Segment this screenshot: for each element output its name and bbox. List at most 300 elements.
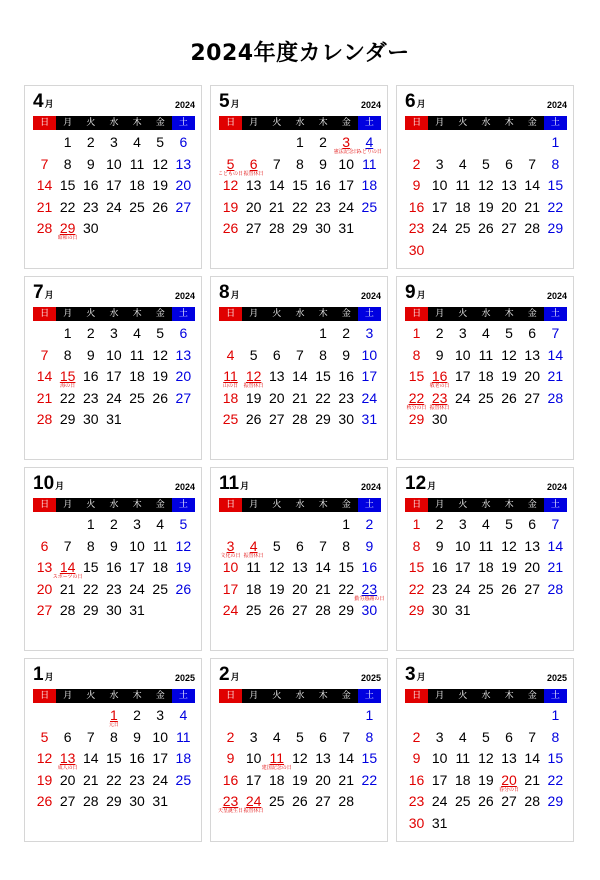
day-number: 31	[338, 220, 354, 237]
day-number: 26	[175, 580, 192, 597]
day-cell	[219, 772, 242, 793]
holiday-cell	[358, 134, 381, 155]
day-number: 12	[292, 750, 308, 767]
day-number: 19	[222, 198, 239, 215]
day-cell	[172, 516, 195, 537]
weekday-label: 土	[544, 307, 567, 321]
holiday-name: 勤労感謝の日	[354, 595, 385, 602]
day-cell	[288, 390, 311, 411]
day-cell	[428, 347, 451, 368]
weekday-label: 土	[358, 498, 381, 512]
day-number: 4	[226, 346, 235, 363]
day-cell	[474, 793, 497, 814]
day-cell	[451, 750, 474, 771]
day-number: 11	[176, 728, 191, 745]
day-number: 16	[106, 559, 122, 576]
day-number: 23	[361, 580, 378, 597]
day-number: 11	[478, 346, 494, 363]
day-cell	[335, 538, 358, 559]
day-cell	[544, 581, 567, 602]
day-cell	[405, 815, 428, 836]
weekday-label: 火	[265, 689, 288, 703]
day-number: 21	[547, 559, 564, 576]
day-number: 16	[431, 559, 448, 576]
day-number: 18	[478, 368, 494, 385]
day-cell	[79, 199, 102, 220]
day-number: 22	[292, 198, 308, 215]
day-number: 8	[63, 155, 72, 172]
day-number: 25	[245, 602, 262, 619]
day-number: 18	[152, 559, 168, 576]
day-number: 7	[40, 155, 49, 172]
month-number	[219, 91, 240, 113]
month-card	[24, 658, 202, 842]
day-number: 16	[82, 177, 99, 194]
weekday-header	[33, 116, 195, 130]
weekday-header	[33, 498, 195, 512]
day-number: 10	[361, 346, 378, 363]
day-number: 12	[222, 177, 239, 194]
day-number: 30	[315, 220, 331, 237]
weekday-label: 金	[521, 498, 544, 512]
day-number: 14	[268, 177, 285, 194]
day-number: 21	[268, 198, 285, 215]
day-number: 22	[408, 389, 425, 406]
day-cell	[172, 368, 195, 389]
day-number: 24	[454, 580, 471, 597]
day-number: 13	[292, 559, 308, 576]
day-cell	[219, 602, 242, 623]
day-number: 30	[106, 602, 122, 619]
day-cell	[149, 325, 172, 346]
day-number: 26	[152, 389, 168, 406]
day-cell	[79, 516, 102, 537]
holiday-cell	[219, 793, 242, 814]
day-number: 30	[431, 411, 448, 428]
day-number: 13	[501, 177, 517, 194]
day-number: 8	[412, 346, 421, 363]
day-cell	[521, 559, 544, 580]
weekday-label: 木	[312, 307, 335, 321]
day-number: 21	[36, 389, 53, 406]
day-number: 1	[412, 325, 421, 341]
day-cell	[405, 411, 428, 432]
day-cell	[102, 199, 125, 220]
day-number: 22	[106, 771, 122, 788]
weekday-label: 火	[265, 307, 288, 321]
day-cell	[102, 559, 125, 580]
day-cell	[265, 793, 288, 814]
day-cell	[56, 411, 79, 432]
weekday-label: 日	[219, 116, 242, 130]
day-number: 27	[292, 602, 308, 619]
day-cell	[498, 538, 521, 559]
day-number: 20	[268, 389, 285, 406]
day-number: 29	[82, 602, 99, 619]
day-cell	[172, 581, 195, 602]
day-cell	[265, 581, 288, 602]
day-number: 7	[551, 325, 560, 341]
day-cell	[451, 602, 474, 623]
day-number: 6	[272, 346, 281, 363]
day-cell	[172, 538, 195, 559]
day-cell	[56, 581, 79, 602]
day-number: 26	[478, 220, 494, 237]
month-card	[210, 467, 388, 651]
weekday-label: 火	[451, 498, 474, 512]
day-number: 2	[412, 155, 421, 172]
month-year: 2024	[174, 482, 195, 492]
holiday-cell	[219, 156, 242, 177]
holiday-name: 海の日	[60, 383, 76, 390]
day-cell	[149, 707, 172, 728]
day-cell	[172, 199, 195, 220]
weekday-label: 水	[102, 498, 125, 512]
day-number: 9	[435, 346, 444, 363]
day-number: 13	[268, 368, 285, 385]
day-number: 25	[454, 793, 471, 810]
day-number: 21	[315, 580, 331, 597]
day-number: 27	[524, 580, 540, 597]
day-cell	[544, 750, 567, 771]
day-cell	[288, 177, 311, 198]
holiday-cell	[428, 368, 451, 389]
day-cell	[33, 602, 56, 623]
day-number: 15	[59, 177, 76, 194]
day-cell	[149, 559, 172, 580]
holiday-cell	[102, 707, 125, 728]
day-cell	[544, 368, 567, 389]
day-number: 3	[435, 155, 444, 172]
day-number: 12	[152, 346, 168, 363]
day-cell	[265, 347, 288, 368]
day-cell	[498, 199, 521, 220]
day-cell	[33, 220, 56, 241]
day-number: 5	[249, 346, 258, 363]
day-number: 8	[110, 728, 118, 745]
month-header	[33, 475, 195, 497]
day-cell	[474, 516, 497, 537]
day-number: 19	[501, 559, 517, 576]
day-number: 25	[361, 198, 378, 215]
day-cell	[521, 772, 544, 793]
day-cell	[335, 220, 358, 241]
day-number: 26	[501, 580, 517, 597]
day-number: 18	[129, 177, 145, 194]
day-number: 30	[129, 793, 145, 810]
day-cell	[149, 729, 172, 750]
day-cell	[405, 156, 428, 177]
day-number: 29	[408, 411, 425, 428]
day-number: 5	[156, 134, 165, 150]
month-number	[33, 91, 54, 113]
day-cell	[149, 772, 172, 793]
day-number: 21	[59, 580, 76, 597]
day-number: 14	[524, 177, 540, 194]
day-cell	[428, 793, 451, 814]
day-cell	[242, 347, 265, 368]
holiday-cell	[56, 220, 79, 241]
day-number: 18	[478, 559, 494, 576]
day-number: 25	[454, 220, 471, 237]
day-number: 3	[458, 325, 467, 341]
day-cell	[544, 729, 567, 750]
weekday-label: 月	[242, 307, 265, 321]
day-cell	[474, 368, 497, 389]
day-cell	[335, 729, 358, 750]
day-cell	[219, 199, 242, 220]
day-number: 7	[272, 155, 281, 172]
month-header	[405, 666, 567, 688]
day-cell	[451, 199, 474, 220]
day-number: 5	[226, 155, 235, 172]
day-cell	[149, 156, 172, 177]
day-cell	[102, 347, 125, 368]
day-number: 22	[82, 580, 99, 597]
day-number: 28	[36, 220, 53, 237]
month-suffix: 月	[240, 481, 250, 491]
day-cell	[405, 538, 428, 559]
day-cell	[242, 559, 265, 580]
day-number: 20	[501, 198, 517, 215]
day-cell	[79, 368, 102, 389]
day-cell	[405, 220, 428, 241]
day-number: 16	[129, 750, 145, 767]
day-cell	[265, 156, 288, 177]
day-cell	[33, 177, 56, 198]
day-number: 1	[296, 134, 304, 150]
weekday-label: 月	[428, 689, 451, 703]
day-number: 6	[296, 537, 304, 554]
holiday-name: スポーツの日	[52, 574, 83, 581]
day-number: 6	[63, 728, 72, 745]
month-header	[33, 284, 195, 306]
day-number: 30	[431, 602, 448, 619]
holiday-cell	[242, 538, 265, 559]
day-cell	[79, 750, 102, 771]
day-cell	[33, 390, 56, 411]
weekday-label: 月	[242, 498, 265, 512]
day-number: 29	[408, 602, 425, 619]
day-cell	[219, 750, 242, 771]
day-cell	[172, 177, 195, 198]
day-number: 27	[175, 198, 192, 215]
holiday-cell	[261, 750, 292, 772]
day-cell	[498, 325, 521, 346]
day-cell	[335, 516, 358, 537]
month-card	[24, 276, 202, 460]
day-cell	[79, 793, 102, 814]
holiday-name: こどもの日	[217, 170, 244, 177]
month-card	[396, 85, 574, 269]
month-suffix: 月	[44, 290, 54, 300]
day-cell	[126, 516, 149, 537]
day-cell	[544, 347, 567, 368]
day-number: 4	[365, 134, 374, 150]
day-cell	[312, 199, 335, 220]
holiday-cell	[354, 580, 385, 602]
day-number: 14	[315, 559, 331, 576]
day-cell	[126, 750, 149, 771]
day-number: 18	[454, 771, 471, 788]
day-cell	[33, 772, 56, 793]
day-cell	[428, 220, 451, 241]
day-number: 11	[246, 559, 261, 576]
holiday-cell	[219, 368, 242, 389]
day-cell	[358, 411, 381, 432]
day-number: 28	[292, 411, 308, 428]
weekday-header	[219, 689, 381, 703]
day-number: 2	[86, 134, 95, 150]
month-number	[405, 91, 426, 113]
day-cell	[219, 559, 242, 580]
day-cell	[265, 772, 288, 793]
month-card	[210, 85, 388, 269]
month-suffix: 月	[416, 672, 426, 682]
day-cell	[149, 390, 172, 411]
day-number: 15	[547, 177, 564, 194]
day-cell	[126, 156, 149, 177]
day-number: 14	[524, 750, 540, 767]
day-number: 4	[133, 134, 141, 150]
day-cell	[544, 559, 567, 580]
day-number: 6	[40, 537, 49, 554]
month-number-value: 11	[219, 473, 240, 494]
day-number: 13	[36, 559, 53, 576]
day-cell	[312, 793, 335, 814]
day-number: 31	[361, 411, 378, 428]
day-cell	[242, 220, 265, 241]
day-cell	[544, 390, 567, 411]
day-number: 23	[129, 771, 145, 788]
month-suffix: 月	[230, 672, 240, 682]
day-cell	[358, 750, 381, 771]
day-number: 7	[342, 728, 351, 745]
day-number: 12	[36, 750, 53, 767]
month-year: 2025	[546, 673, 567, 683]
day-cell	[335, 368, 358, 389]
day-number: 8	[365, 728, 374, 745]
month-suffix: 月	[44, 99, 54, 109]
month-number-value: 4	[33, 91, 44, 112]
day-cell	[242, 199, 265, 220]
day-number: 9	[365, 537, 374, 554]
day-number: 22	[408, 580, 425, 597]
holiday-name: 敬老の日	[429, 383, 450, 390]
day-cell	[498, 156, 521, 177]
day-number: 20	[524, 559, 540, 576]
day-cell	[288, 368, 311, 389]
day-number: 3	[226, 537, 235, 554]
day-cell	[219, 729, 242, 750]
day-cell	[451, 516, 474, 537]
day-number: 31	[454, 602, 471, 619]
day-cell	[312, 220, 335, 241]
day-cell	[172, 750, 195, 771]
weekday-label: 火	[451, 689, 474, 703]
page-title: 2024年度カレンダー	[190, 41, 410, 66]
day-cell	[498, 390, 521, 411]
day-cell	[79, 347, 102, 368]
day-cell	[242, 581, 265, 602]
month-header	[219, 475, 381, 497]
day-number: 30	[408, 815, 425, 831]
day-number: 22	[547, 198, 564, 215]
day-cell	[451, 581, 474, 602]
day-number: 20	[292, 580, 308, 597]
day-number: 2	[435, 325, 444, 341]
day-number: 26	[501, 389, 517, 406]
month-number-value: 1	[33, 664, 44, 685]
day-number: 17	[106, 177, 122, 194]
day-cell	[544, 156, 567, 177]
holiday-name: 天皇誕生日	[217, 808, 244, 815]
day-number: 28	[338, 793, 354, 810]
day-number: 11	[129, 346, 145, 363]
month-card	[396, 467, 574, 651]
day-number: 4	[272, 728, 281, 745]
day-cell	[544, 220, 567, 241]
weekday-label: 水	[288, 116, 311, 130]
month-number-value: 7	[33, 282, 44, 303]
day-number: 14	[36, 368, 53, 385]
day-number: 8	[551, 155, 560, 172]
day-cell	[358, 729, 381, 750]
holiday-name: 振替休日	[429, 404, 450, 411]
day-number: 28	[36, 411, 53, 428]
day-number: 20	[175, 177, 192, 194]
day-cell	[126, 793, 149, 814]
holiday-name: 秋分の日	[406, 404, 427, 411]
day-number: 18	[129, 368, 145, 385]
month-card	[210, 658, 388, 842]
weekday-label: 日	[33, 689, 56, 703]
day-cell	[358, 772, 381, 793]
day-cell	[521, 729, 544, 750]
day-number: 25	[478, 580, 494, 597]
day-cell	[312, 602, 335, 623]
day-number: 19	[152, 177, 168, 194]
day-cell	[149, 538, 172, 559]
day-cell	[219, 581, 242, 602]
holiday-cell	[242, 156, 265, 177]
holiday-cell	[219, 538, 242, 559]
day-number: 18	[175, 750, 192, 767]
day-number: 1	[551, 707, 560, 723]
day-cell	[335, 156, 358, 177]
month-header	[33, 666, 195, 688]
weekday-label: 土	[358, 116, 381, 130]
month-number	[33, 282, 54, 304]
day-cell	[405, 347, 428, 368]
day-cell	[451, 559, 474, 580]
day-number: 20	[245, 198, 262, 215]
day-number: 7	[296, 346, 304, 363]
weekday-label: 土	[358, 689, 381, 703]
day-number: 18	[222, 389, 239, 406]
day-number: 11	[269, 750, 285, 767]
weekday-label: 水	[474, 498, 497, 512]
day-number: 2	[133, 707, 141, 723]
day-number: 16	[361, 559, 378, 576]
day-cell	[56, 602, 79, 623]
weekday-label: 土	[544, 116, 567, 130]
weekday-header	[219, 498, 381, 512]
month-number	[33, 473, 64, 495]
day-cell	[102, 581, 125, 602]
day-number: 18	[361, 177, 378, 194]
month-suffix: 月	[416, 290, 426, 300]
